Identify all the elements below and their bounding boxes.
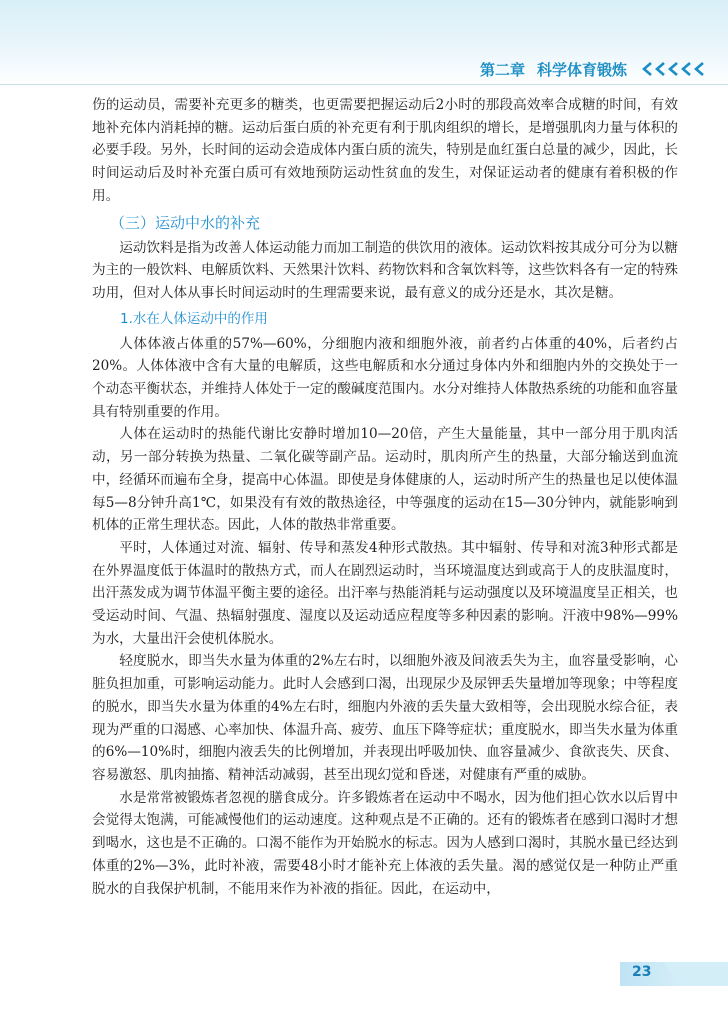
- section-heading: （三）运动中水的补充: [110, 213, 261, 232]
- body-paragraph: 平时，人体通过对流、辐射、传导和蒸发4种形式散热。其中辐射、传导和对流3种形式都是在外界温度低于体温时的散热方式，而人在剧烈运动时，当环境温度达到或高于人的皮肤温度时，出汗蒸发成为调节体温平衡主要的途径。出汗率与热能消耗与运动强度以及环境温度呈正相关，也受运动时间、气温、热辐射强度、湿度以及运动适应程度等多种因素的影响。汗液中98%—99%为水，大量出汗会使机体脱水。: [92, 539, 678, 647]
- subsection-heading: 1.水在人体运动中的作用: [120, 310, 268, 327]
- chapter-title: 科学体育锻炼: [537, 60, 628, 79]
- body-paragraph: 水是常常被锻炼者忽视的膳食成分。许多锻炼者在运动中不喝水，因为他们担心饮水以后胃中会觉得太饱满，可能减慢他们的运动速度。这种观点是不正确的。还有的锻炼者在感到口渴时才想到喝水，这也是不正确的。口渴不能作为开始脱水的标志。因为人感到口渴时，其脱水量已经达到体重的2%—3%，此时补液，需要48小时才能补充上体液的丢失量。渴的感觉仅是一种防止严重脱水的自我保护机制，不能用来作为补液的指征。因此，在运动中，: [92, 789, 678, 897]
- page-number: 23: [632, 964, 652, 980]
- body-paragraph: 人体体液占体重的57%—60%，分细胞内液和细胞外液，前者约占体重的40%，后者约占20%。人体体液中含有大量的电解质，这些电解质和水分通过身体内外和细胞内外的交换处于一个动态平衡状态，并维持人体处于一定的酸碱度范围内。水分对维持人体散热系统的功能和血容量具有特别重要的作用。: [92, 335, 678, 420]
- body-paragraph: 人体在运动时的热能代谢比安静时增加10—20倍，产生大量能量，其中一部分用于肌肉活动，另一部分转换为热量、二氧化碳等副产品。运动时，肌肉所产生的热量，大部分输送到血流中，经循环而遍布全身，提高中心体温。即使是身体健康的人，运动时所产生的热量也足以使体温每5—8分钟升高1℃，如果没有有效的散热途径，中等强度的运动在15—30分钟内，就能影响到机体的正常生理状态。因此，人体的散热非常重要。: [92, 426, 678, 534]
- chapter-running-head: [480, 57, 705, 81]
- double-chevron-left-icon: [641, 62, 705, 76]
- body-paragraph: 伤的运动员，需要补充更多的糖类，也更需要把握运动后2小时的那段高效率合成糖的时间，有效地补充体内消耗掉的糖。运动后蛋白质的补充更有利于肌肉组织的增长，是增强肌肉力量与体积的必要手段。另外，长时间的运动会造成体内蛋白质的流失，特别是血红蛋白总量的减少，因此，长时间运动后及时补充蛋白质可有效地预防运动性贫血的发生，对保证运动者的健康有着积极的作用。: [92, 97, 678, 204]
- header-divider: [0, 84, 728, 85]
- page-body: [92, 94, 678, 900]
- body-paragraph: 运动饮料是指为改善人体运动能力而加工制造的供饮用的液体。运动饮料按其成分可分为以糖为主的一般饮料、电解质饮料、天然果汁饮料、药物饮料和含氧饮料等，这些饮料各有一定的特殊功用，但对人体从事长时间运动时的生理需要来说，最有意义的成分还是水，其次是糖。: [92, 239, 678, 301]
- chapter-number: 第二章: [480, 60, 526, 79]
- body-paragraph: 轻度脱水，即当失水量为体重的2%左右时，以细胞外液及间液丢失为主，血容量受影响，心脏负担加重，可影响运动能力。此时人会感到口渴，出现尿少及尿钾丢失量增加等现象；中等程度的脱水，即当失水量为体重的4%左右时，细胞内外液的丢失量大致相等，会出现脱水综合征，表现为严重的口渴感、心率加快、体温升高、疲劳、血压下降等症状；重度脱水，即当失水量为体重的6%—10%时，细胞内液丢失的比例增加，并表现出呼吸加快、血容量减少、食欲丧失、厌食、容易激怒、肌肉抽搐、精神活动减弱，甚至出现幻觉和昏迷，对健康有严重的威胁。: [92, 653, 678, 783]
